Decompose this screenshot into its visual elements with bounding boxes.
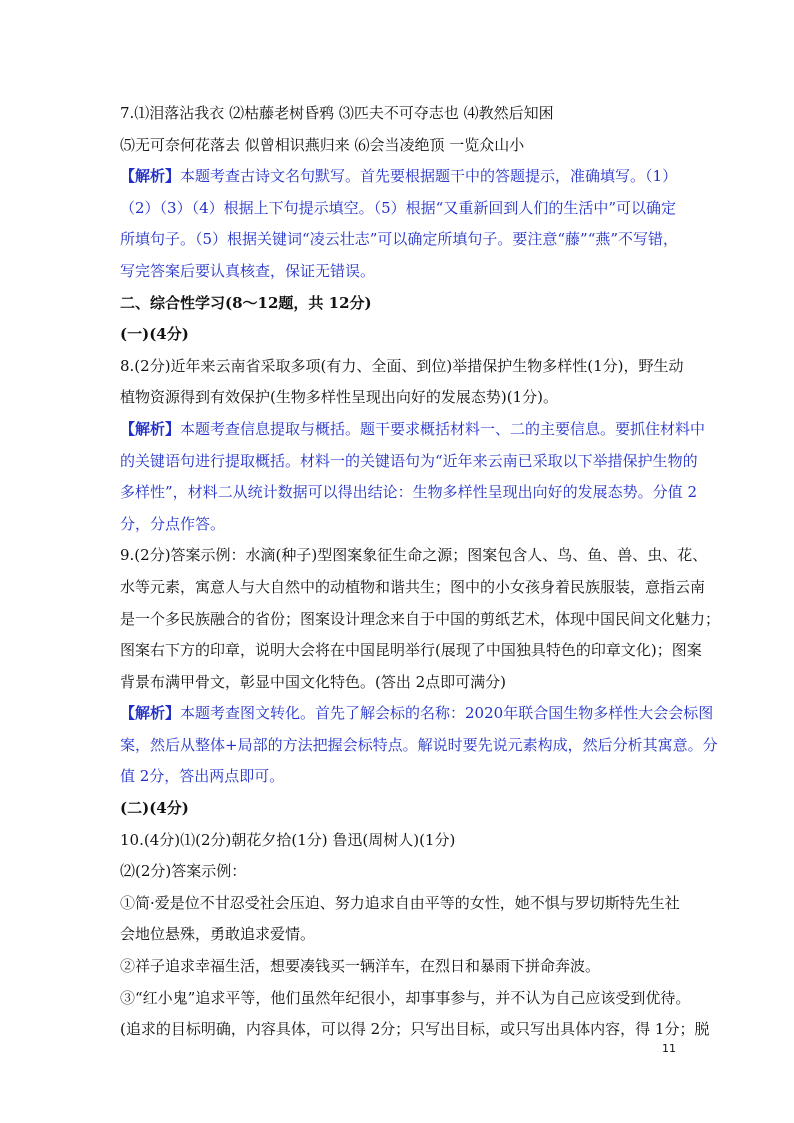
q10-answer-line-1: 10.(4分)⑴(2分)朝花夕拾(1分) 鲁迅(周树人)(1分) — [120, 830, 456, 849]
q8-analysis-line-2: 的关键语句进行提取概括。材料一的关键语句为“近年来云南已采取以下举措保护生物的 — [120, 451, 698, 470]
q10-answer-line-3: ①简·爱是位不甘忍受社会压迫、努力追求自由平等的女性，她不惧与罗切斯特先生社 — [120, 893, 680, 912]
q10-answer-line-7: (追求的目标明确，内容具体，可以得 2分；只写出目标，或只写出具体内容，得 1分；脱 — [120, 1020, 710, 1039]
q9-answer-line-5: 背景布满甲骨文，彰显中国文化特色。(答出 2点即可满分) — [120, 672, 507, 691]
q9-answer-line-3: 是一个多民族融合的省份；图案设计理念来自于中国的剪纸艺术，体现中国民间文化魅力； — [120, 609, 721, 628]
q10-answer-line-5: ②祥子追求幸福生活，想要凑钱买一辆洋车，在烈日和暴雨下拼命奔波。 — [120, 957, 601, 976]
q7-analysis-line-2: （2）（3）（4）根据上下句提示填空。（5）根据“又重新回到人们的生活中”可以确定 — [120, 198, 677, 217]
analysis-text: 本题考查信息提取与概括。题干要求概括材料一、二的主要信息。要抓住材料中 — [180, 419, 706, 438]
document-page — [120, 98, 721, 1046]
q7-answer-line-1: 7.⑴泪落沾我衣 ⑵枯藤老树昏鸦 ⑶匹夫不可夺志也 ⑷教然后知困 — [120, 104, 554, 122]
q9-analysis-line-2: 案，然后从整体+局部的方法把握会标特点。解说时要先说元素构成，然后分析其寓意。分 — [120, 735, 718, 754]
q9-answer-line-2: 水等元素，寓意人与大自然中的动植物和谐共生；图中的小女孩身着民族服装，意指云南 — [120, 577, 706, 596]
analysis-text: 本题考查图文转化。首先了解会标的名称：2020年联合国生物多样性大会会标图 — [180, 704, 714, 723]
q10-answer-line-2: ⑵(2分)答案示例： — [120, 862, 247, 881]
q8-analysis-line-1 — [120, 414, 706, 446]
q7-analysis-line-1 — [120, 161, 680, 193]
q7-answer-line-2: ⑸无可奈何花落去 似曾相识燕归来 ⑹会当凌绝顶 一览众山小 — [120, 135, 525, 154]
q10-answer-line-4: 会地位悬殊，勇敢追求爱情。 — [120, 925, 316, 944]
analysis-tag: 【解析】 — [120, 419, 181, 438]
subsection-1-title: (一)(4分) — [120, 325, 189, 344]
subsection-2-title: (二)(4分) — [120, 799, 189, 818]
analysis-tag: 【解析】 — [120, 704, 181, 723]
q8-analysis-line-4: 分，分点作答。 — [120, 514, 226, 533]
q8-answer-line-1: 8.(2分)近年来云南省采取多项(有力、全面、到位)举措保护生物多样性(1分)，野生动 — [120, 356, 684, 375]
q9-answer-line-1: 9.(2分)答案示例：水滴(种子)型图案象征生命之源；图案包含人、鸟、鱼、兽、虫、花、 — [120, 546, 708, 565]
analysis-tag: 【解析】 — [120, 167, 181, 186]
q9-analysis-line-3: 值 2分，答出两点即可。 — [120, 767, 285, 786]
q8-analysis-line-3: 多样性”，材料二从统计数据可以得出结论：生物多样性呈现出向好的发展态势。分值 2 — [120, 483, 697, 502]
q8-answer-line-2: 植物资源得到有效保护(生物多样性呈现出向好的发展态势)(1分)。 — [120, 388, 558, 407]
q9-analysis-line-1 — [120, 698, 714, 730]
page-number: 11 — [662, 1042, 676, 1055]
q10-answer-line-6: ③“红小鬼”追求平等，他们虽然年纪很小，却事事参与，并不认为自己应该受到优待。 — [120, 988, 691, 1007]
section-2-title: 二、综合性学习(8～12题，共 12分) — [120, 293, 372, 312]
q7-analysis-line-3: 所填句子。（5）根据关键词“凌云壮志”可以确定所填句子。要注意“藤”“燕”不写错， — [120, 230, 679, 249]
analysis-text: 本题考查古诗文名句默写。首先要根据题干中的答题提示，准确填写。（1） — [180, 167, 678, 186]
q7-analysis-line-4: 写完答案后要认真核查，保证无错误。 — [120, 261, 376, 280]
q9-answer-line-4: 图案右下方的印章，说明大会将在中国昆明举行(展现了中国独具特色的印章文化)；图案 — [120, 641, 702, 660]
